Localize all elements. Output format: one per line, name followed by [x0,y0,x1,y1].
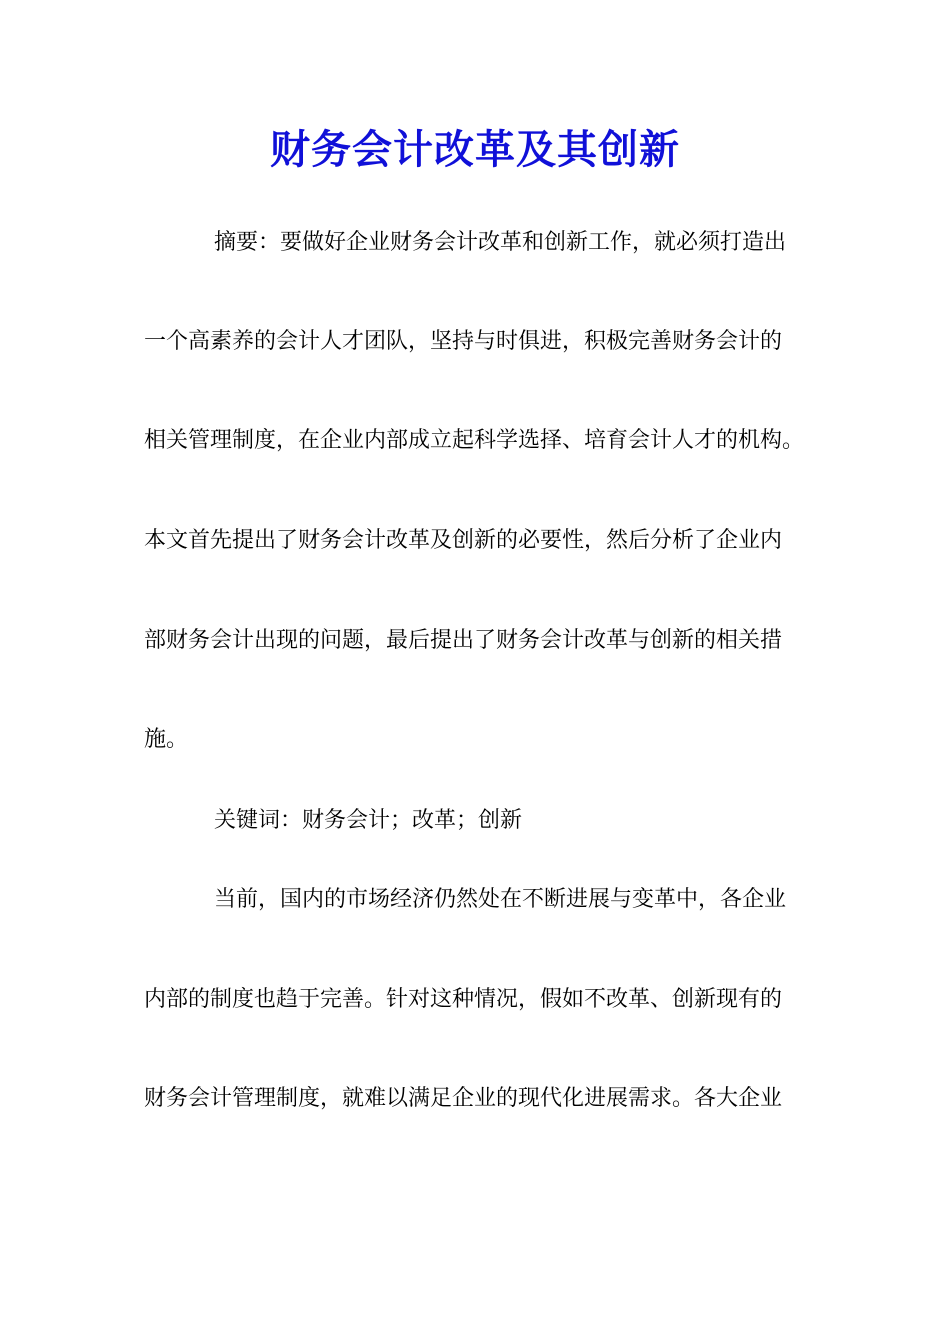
abstract-line-1: 摘要：要做好企业财务会计改革和创新工作，就必须打造出 [214,230,787,255]
body-line-3: 财务会计管理制度，就难以满足企业的现代化进展需求。各大企业 [144,1086,783,1111]
document-title: 财务会计改革及其创新 [270,126,680,173]
abstract-line-6: 施。 [144,727,189,752]
keywords-line: 关键词：财务会计；改革；创新 [214,808,523,833]
abstract-line-3: 相关管理制度，在企业内部成立起科学选择、培育会计人才的机构。 [144,428,805,453]
abstract-line-2: 一个高素养的会计人才团队，坚持与时俱进，积极完善财务会计的 [144,329,783,354]
abstract-line-5: 部财务会计出现的问题，最后提出了财务会计改革与创新的相关措 [144,628,783,653]
body-line-2: 内部的制度也趋于完善。针对这种情况，假如不改革、创新现有的 [144,987,783,1012]
abstract-line-4: 本文首先提出了财务会计改革及创新的必要性，然后分析了企业内 [144,528,783,553]
body-line-1: 当前，国内的市场经济仍然处在不断进展与变革中，各企业 [214,887,787,912]
